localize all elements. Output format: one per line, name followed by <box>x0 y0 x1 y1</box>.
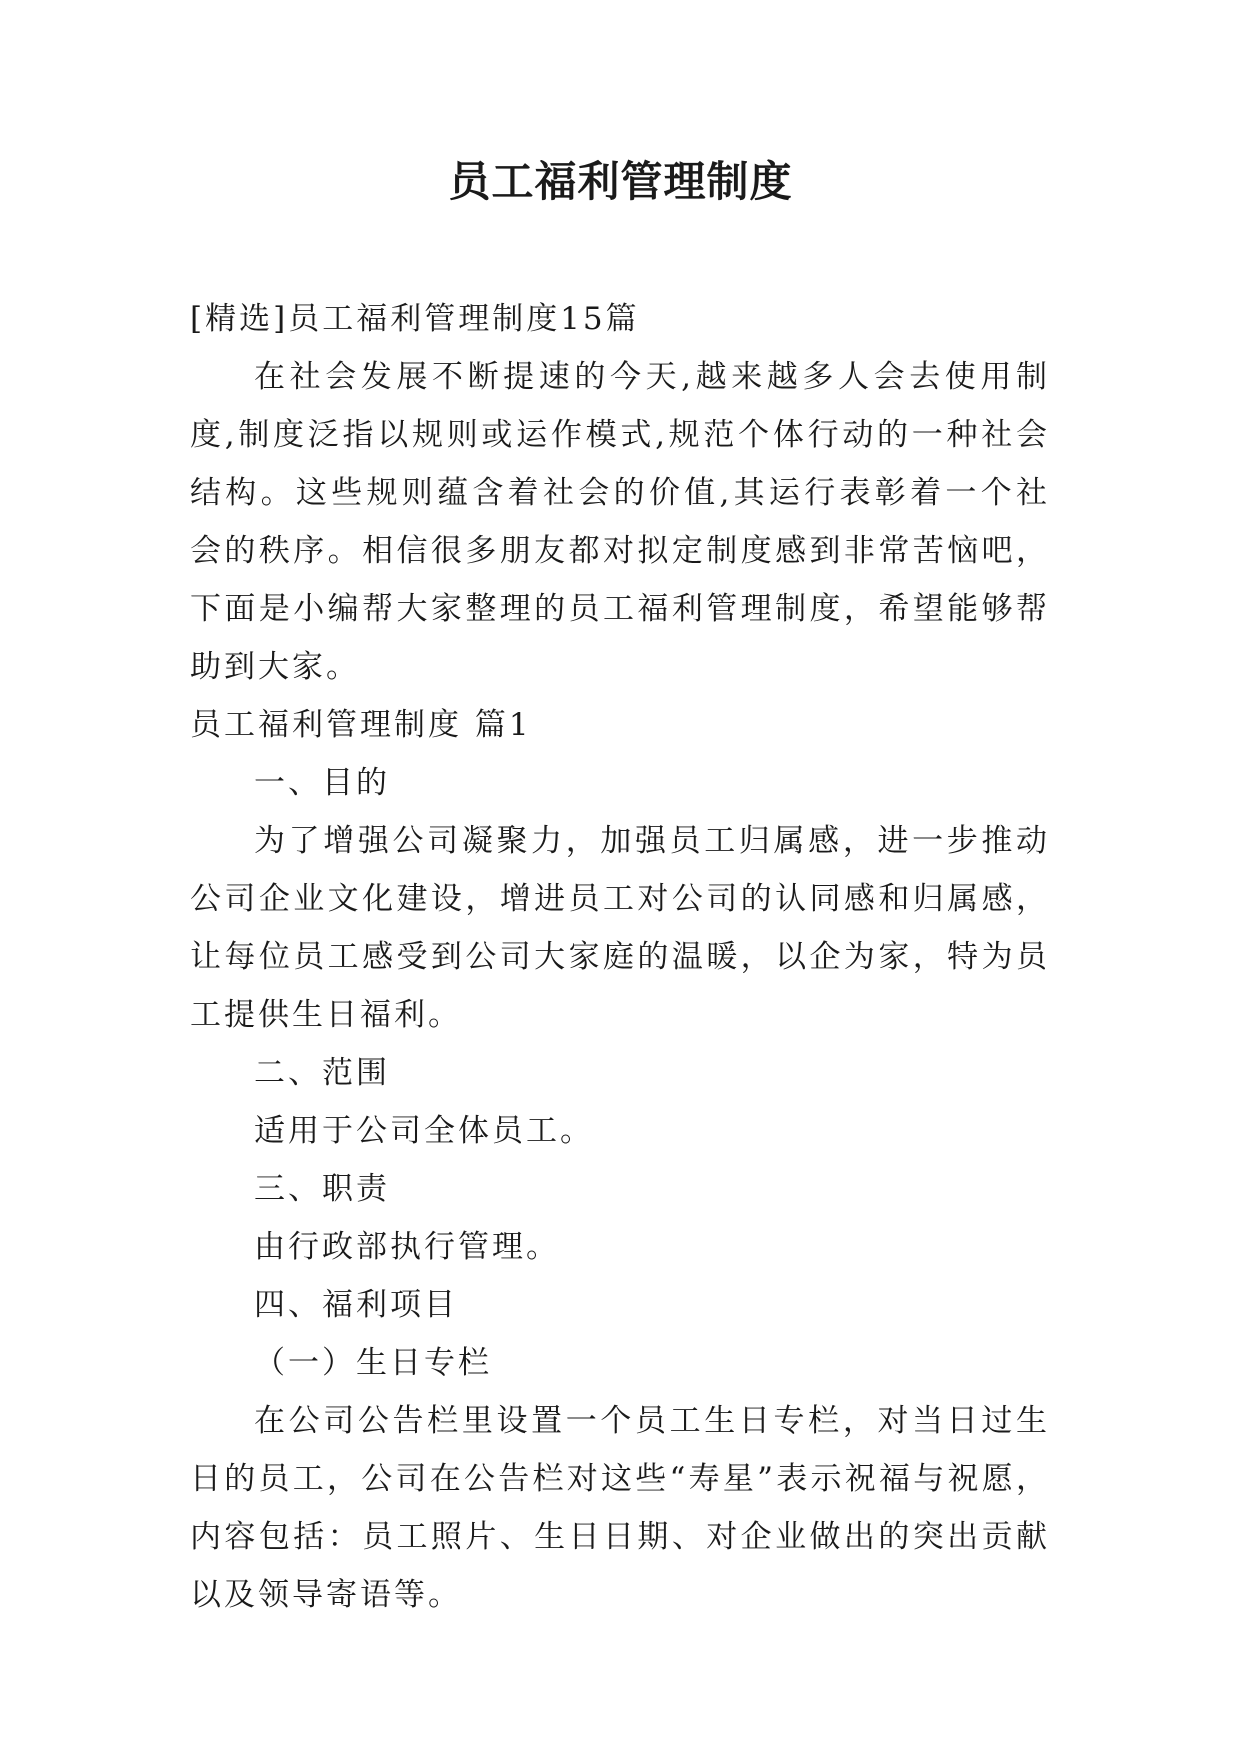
paragraph-scope: 适用于公司全体员工。 <box>254 1113 594 1149</box>
section-heading: 员工福利管理制度 篇1 <box>190 707 532 743</box>
heading-duty: 三、职责 <box>254 1171 390 1207</box>
paragraph-purpose: 为了增强公司凝聚力，加强员工归属感，进一步推动公司企业文化建设，增进员工对公司的认同感和归属感，让每位员工感受到公司大家庭的温暖，以企为家，特为员工提供生日福利。 <box>190 823 1050 1033</box>
heading-welfare-items: 四、福利项目 <box>254 1287 458 1323</box>
intro-paragraph: 在社会发展不断提速的今天,越来越多人会去使用制度,制度泛指以规则或运作模式,规范个体行动的一种社会结构。这些规则蕴含着社会的价值,其运行表彰着一个社会的秩序。相信很多朋友都对拟定制度感到非常苦恼吧，下面是小编帮大家整理的员工福利管理制度，希望能够帮助到大家。 <box>190 359 1050 685</box>
document-body <box>190 290 1050 1624</box>
heading-birthday-column: （一）生日专栏 <box>254 1345 492 1381</box>
heading-purpose: 一、目的 <box>254 765 390 801</box>
paragraph-birthday-column: 在公司公告栏里设置一个员工生日专栏，对当日过生日的员工，公司在公告栏对这些“寿星”表示祝福与祝愿，内容包括：员工照片、生日日期、对企业做出的突出贡献以及领导寄语等。 <box>190 1403 1050 1613</box>
document-title: 员工福利管理制度 <box>448 157 793 206</box>
paragraph-duty: 由行政部执行管理。 <box>254 1229 560 1265</box>
heading-scope: 二、范围 <box>254 1055 390 1091</box>
document-subtitle: [精选]员工福利管理制度15篇 <box>190 301 640 337</box>
